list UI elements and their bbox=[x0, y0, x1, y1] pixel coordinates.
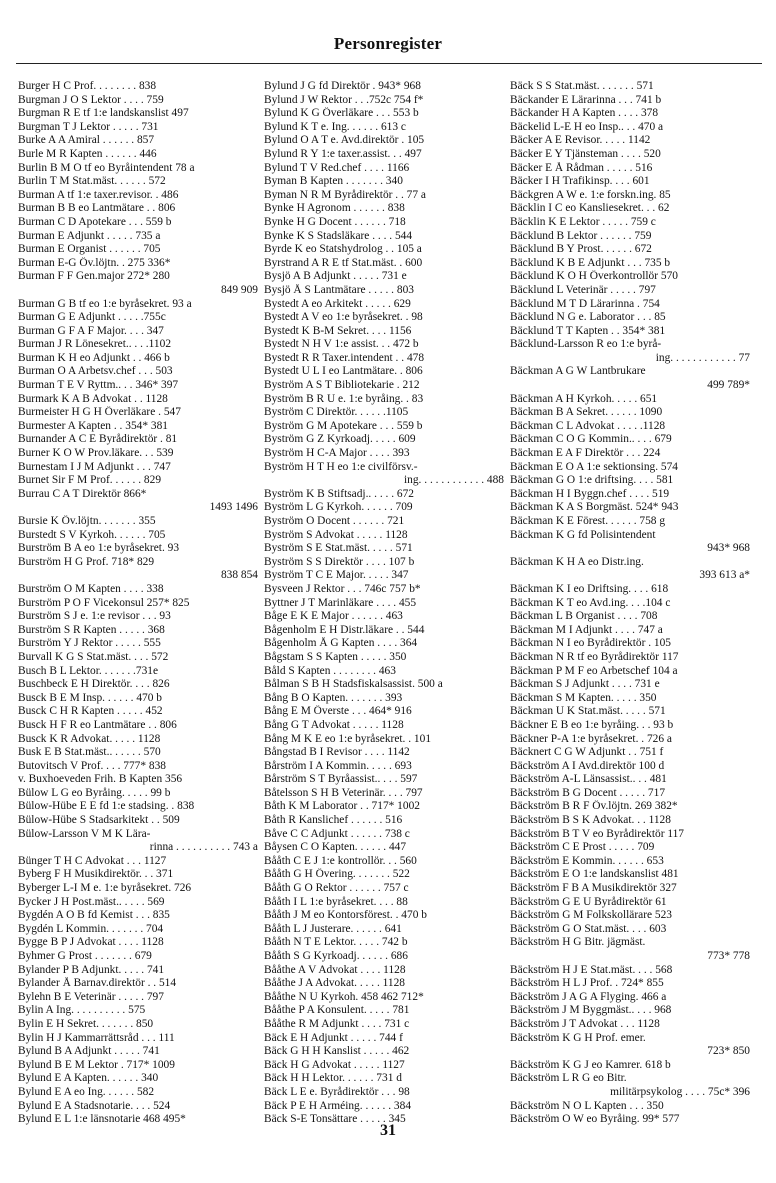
register-entry: Bäckman A H Kyrkoh. . . . . 651 bbox=[510, 392, 658, 405]
register-entry: Bäckström B T V eo Byrådirektör 117 bbox=[510, 827, 685, 840]
register-entry: Burner K O W Prov.läkare. . . 539 bbox=[18, 447, 174, 460]
register-entry: Bylund R Y 1:e taxer.assist. . . 497 bbox=[264, 147, 422, 160]
register-entry: Burvall K G S Stat.mäst. . . . 572 bbox=[18, 650, 169, 663]
register-entry: Bäckman P M F eo Arbetschef 104 a bbox=[510, 664, 678, 677]
register-entry: Bylund K T e. Ing. . . . . . 613 c bbox=[264, 120, 406, 133]
register-entry: Bäck P E H Arméing. . . . . . 384 bbox=[264, 1099, 412, 1112]
register-entry: Bäckman K G fd Polisintendent bbox=[510, 528, 656, 541]
register-entry: 838 854 bbox=[220, 569, 258, 582]
register-entry: Burman A tf 1:e taxer.revisor. . 486 bbox=[18, 188, 179, 201]
register-entry: Bäckström C E Prost . . . . . 709 bbox=[510, 841, 655, 854]
register-entry: Bäckström L R G eo Bitr. bbox=[510, 1072, 627, 1085]
register-entry: Bäckman K I eo Driftsing. . . . 618 bbox=[510, 582, 669, 595]
register-entry: Bäckström G O Stat.mäst. . . . 603 bbox=[510, 922, 667, 935]
register-entry: Bynke K S Stadsläkare . . . . 544 bbox=[264, 229, 413, 242]
register-entry: Bystedt A V eo 1:e byråsekret. . 98 bbox=[264, 311, 423, 324]
register-entry: Burström P O F Vicekonsul 257* 825 bbox=[18, 596, 190, 609]
register-entry: Bäcklin I C eo Kansliesekret. . . 62 bbox=[510, 202, 670, 215]
register-entry: Bäck S S Stat.mäst. . . . . . . 571 bbox=[510, 80, 654, 92]
register-entry: Bylund E A eo Ing. . . . . . 582 bbox=[18, 1085, 155, 1098]
register-entry: Burgman T J Lektor . . . . . 731 bbox=[18, 120, 159, 133]
register-entry: Byström B R U e. 1:e byråing. . 83 bbox=[264, 392, 424, 405]
register-entry: Burman J R Lönesekret.. . . .1102 bbox=[18, 338, 172, 351]
register-entry: Bäckman K E Förest. . . . . . 758 g bbox=[510, 515, 666, 527]
register-entry: Burström O M Kapten . . . . 338 bbox=[18, 582, 164, 595]
register-entry: 1493 1496 bbox=[209, 501, 258, 514]
register-entry: militärpsykolog . . . . 75c* 396 bbox=[610, 1085, 750, 1098]
register-entry: Burmark K A B Advokat . . 1128 bbox=[18, 392, 168, 405]
register-entry: Bülow-Hübe S Stadsarkitekt . . 509 bbox=[18, 814, 180, 827]
register-entry: Byström A S T Bibliotekarie . 212 bbox=[264, 379, 420, 392]
register-entry: Bycker J H Post.mäst.. . . . . 569 bbox=[18, 895, 165, 908]
register-entry: Bäckman G O 1:e driftsing. . . . 581 bbox=[510, 474, 674, 487]
register-entry: Bågenholm Å G Kapten . . . . 364 bbox=[264, 637, 418, 650]
register-entry: Byström G M Apotekare . . . 559 b bbox=[264, 419, 423, 432]
register-entry: Bylin E H Sekret. . . . . . . 850 bbox=[18, 1017, 154, 1030]
register-entry: Bäckman S M Kapten. . . . . 350 bbox=[510, 691, 657, 704]
register-entry: Bäcklin K E Lektor . . . . . 759 c bbox=[510, 215, 656, 228]
register-entry: Bäcklund B Lektor . . . . . . 759 bbox=[510, 229, 652, 242]
register-entry: Bäckström B S K Advokat. . . 1128 bbox=[510, 814, 671, 827]
register-entry: Burmeister H G H Överläkare . 547 bbox=[18, 406, 181, 419]
register-entry: Byström G Z Kyrkoadj. . . . . 609 bbox=[264, 433, 416, 446]
register-entry: Bäck E H Adjunkt . . . . . 744 f bbox=[264, 1031, 403, 1044]
register-entry: Burger H C Prof. . . . . . . . 838 bbox=[18, 80, 157, 92]
register-entry: Byman B Kapten . . . . . . . 340 bbox=[264, 175, 403, 188]
register-entry: Bäckander E Lärarinna . . . 741 b bbox=[510, 93, 662, 106]
register-entry: Bülow-Hübe E E fd 1:e stadsing. . 838 bbox=[18, 800, 195, 813]
register-entry: Bäcklund T T Kapten . . 354* 381 bbox=[510, 324, 666, 337]
register-entry: Byström T C E Major. . . . . 347 bbox=[264, 569, 409, 582]
register-entry: Bååth C E J 1:e kontrollör. . . 560 bbox=[264, 854, 417, 867]
register-entry: Bystedt R R Taxer.intendent . . 478 bbox=[264, 351, 425, 364]
register-entry: Bäckström B G Docent . . . . . 717 bbox=[510, 786, 666, 799]
register-entry: Bäckman U K Stat.mäst. . . . . 571 bbox=[510, 705, 666, 718]
register-entry: Bäckström G M Folkskollärare 523 bbox=[510, 909, 672, 922]
register-entry: Buschbeck E H Direktör. . . . 826 bbox=[18, 678, 170, 691]
register-entry: Bååthe A V Advokat . . . . 1128 bbox=[264, 963, 406, 976]
register-entry: Bålman S B H Stadsfiskalsassist. 500 a bbox=[264, 678, 443, 691]
register-entry: Byström S S Direktör . . . . 107 b bbox=[264, 555, 415, 568]
register-entry: Bylin H J Kammarrättsråd . . . 111 bbox=[18, 1031, 175, 1044]
register-entry: Byström S E Stat.mäst. . . . . 571 bbox=[264, 542, 413, 555]
register-entry: Bååthe P A Konsulent. . . . . 781 bbox=[264, 1004, 410, 1017]
register-entry: Bäckman C L Advokat . . . . .1128 bbox=[510, 419, 666, 432]
register-entry: Byström O Docent . . . . . . 721 bbox=[264, 515, 405, 527]
register-entry: Bäckström K G H Prof. emer. bbox=[510, 1031, 646, 1044]
register-entry: Bäck L E e. Byrådirektör . . . 98 bbox=[264, 1085, 410, 1098]
register-entry: Bylund T V Red.chef . . . . 1166 bbox=[264, 161, 410, 174]
register-entry: Båysen C O Kapten. . . . . . 447 bbox=[264, 841, 407, 854]
register-entry: Båld S Kapten . . . . . . . . 463 bbox=[264, 664, 396, 677]
register-entry: Bäckström H G Bitr. jägmäst. bbox=[510, 936, 646, 949]
register-entry: Byrstrand A R E tf Stat.mäst. . 600 bbox=[264, 256, 423, 269]
register-entry: Bäckman K T eo Avd.ing. . . .104 c bbox=[510, 596, 671, 609]
register-entry: Bäcklund L Veterinär . . . . . 797 bbox=[510, 283, 656, 296]
register-entry: Bylander Å Barnav.direktör . . 514 bbox=[18, 977, 177, 990]
register-entry: Bygdén L Kommin. . . . . . . 704 bbox=[18, 922, 164, 935]
register-entry: Burstedt S V Kyrkoh. . . . . . 705 bbox=[18, 528, 166, 541]
register-entry: Bursie K Öv.löjtn. . . . . . . 355 bbox=[18, 515, 156, 527]
register-entry: Bäckström N O L Kapten . . . 350 bbox=[510, 1099, 664, 1112]
register-entry: 773* 778 bbox=[707, 950, 750, 962]
register-entry: Bäckström E Kommin. . . . . . 653 bbox=[510, 854, 664, 867]
register-entry: Busck B E M Insp. . . . . . 470 b bbox=[18, 691, 162, 704]
register-entry: Bäckman C O G Kommin.. . . . 679 bbox=[510, 433, 672, 446]
register-entry: Byberger L-I M e. 1:e byråsekret. 726 bbox=[18, 882, 192, 895]
register-entry: Bäckström H J E Stat.mäst. . . . 568 bbox=[510, 963, 673, 976]
register-entry: 849 909 bbox=[220, 283, 258, 296]
register-entry: Bäckman M I Adjunkt . . . . 747 a bbox=[510, 623, 663, 636]
register-entry: Byström K B Stiftsadj.. . . . . 672 bbox=[264, 487, 414, 500]
register-entry: Bäckström J T Advokat . . . 1128 bbox=[510, 1017, 660, 1030]
register-entry: Bååthe R M Adjunkt . . . . 731 c bbox=[264, 1017, 410, 1030]
register-entry: Burgman J O S Lektor . . . . 759 bbox=[18, 93, 164, 106]
register-entry: Bystedt K B-M Sekret. . . . 1156 bbox=[264, 324, 412, 337]
register-entry: Bäckman A G W Lantbrukare bbox=[510, 365, 646, 378]
register-entry: Byttner J T Marinläkare . . . . 455 bbox=[264, 596, 417, 609]
register-entry: Bäckström E O 1:e landskanslist 481 bbox=[510, 868, 679, 881]
register-entry: Bååth G H Övering. . . . . . . 522 bbox=[264, 868, 410, 881]
register-entry: v. Buxhoeveden Frih. B Kapten 356 bbox=[18, 773, 183, 786]
register-entry: Burman F F Gen.major 272* 280 bbox=[18, 270, 170, 283]
register-entry: Bäckelid L-E H eo Insp.. . . 470 a bbox=[510, 120, 664, 133]
register-entry: Bäcklund K O H Överkontrollör 570 bbox=[510, 270, 678, 283]
register-entry: Burström H G Prof. 718* 829 bbox=[18, 555, 155, 568]
register-entry: Bylund J G fd Direktör . 943* 968 bbox=[264, 80, 421, 92]
register-column-3 bbox=[510, 80, 754, 1127]
register-entry: Bäcknert C G W Adjunkt . . 751 f bbox=[510, 746, 664, 759]
register-column-2 bbox=[264, 80, 508, 1127]
register-entry: Båth R Kanslichef . . . . . . 516 bbox=[264, 814, 403, 827]
register-entry: Bülow-Larsson V M K Lära- bbox=[18, 827, 151, 840]
register-entry: Bäcker E Å Rådman . . . . . 516 bbox=[510, 161, 653, 174]
register-entry: Bååth I L 1:e byråsekret. . . . 88 bbox=[264, 895, 408, 908]
register-entry: Burman K H eo Adjunkt . . 466 b bbox=[18, 351, 170, 364]
register-entry: Busck C H R Kapten . . . . . 452 bbox=[18, 705, 163, 718]
register-entry: Bäckström O W eo Byråing. 99* 577 bbox=[510, 1113, 680, 1126]
register-entry: Burnander A C E Byrådirektör . 81 bbox=[18, 433, 178, 446]
register-entry: Bååth L J Justerare. . . . . . 641 bbox=[264, 922, 402, 935]
register-entry: Bäcklund M T D Lärarinna . 754 bbox=[510, 297, 660, 310]
register-entry: Bylund B E M Lektor . 717* 1009 bbox=[18, 1058, 175, 1071]
register-entry: Burström S R Kapten . . . . . 368 bbox=[18, 623, 165, 636]
register-entry: Burlin B M O tf eo Byråintendent 78 a bbox=[18, 161, 195, 174]
register-entry: Byhmer G Prost . . . . . . . 679 bbox=[18, 950, 152, 962]
register-entry: Burgman R E tf 1:e landskanslist 497 bbox=[18, 107, 189, 120]
register-entry: Burström S J e. 1:e revisor . . . 93 bbox=[18, 610, 171, 623]
register-entry: Bylund E L 1:e länsnotarie 468 495* bbox=[18, 1113, 186, 1126]
register-entry: Byström H C-A Major . . . . 393 bbox=[264, 447, 410, 460]
register-entry: Bysjö A B Adjunkt . . . . . 731 e bbox=[264, 270, 407, 283]
register-entry: Bång G T Advokat . . . . . 1128 bbox=[264, 718, 404, 731]
register-entry: Byström C Direktör. . . . . .1105 bbox=[264, 406, 409, 419]
register-entry: Byström L G Kyrkoh. . . . . . 709 bbox=[264, 501, 413, 514]
register-entry: Bäck G H H Kanslist . . . . . 462 bbox=[264, 1045, 410, 1058]
register-entry: Busck H F R eo Lantmätare . . 806 bbox=[18, 718, 177, 731]
register-entry: Bååth J M eo Kontorsförest. . 470 b bbox=[264, 909, 427, 922]
register-entry: Bäck H G Advokat . . . . . 1127 bbox=[264, 1058, 405, 1071]
register-entry: Båve C C Adjunkt . . . . . . 738 c bbox=[264, 827, 410, 840]
register-entry: Bååth S G Kyrkoadj. . . . . . 686 bbox=[264, 950, 408, 962]
register-entry: Bäckman N I eo Byrådirektör . 105 bbox=[510, 637, 672, 650]
register-entry: Bülow L G eo Byråing. . . . . 99 b bbox=[18, 786, 171, 799]
register-entry: Byström H T H eo 1:e civilförsv.- bbox=[264, 460, 418, 473]
register-entry: Bäcklund N G e. Laborator . . . 85 bbox=[510, 311, 666, 324]
register-entry: Bäck S-E Tonsättare . . . . . 345 bbox=[264, 1113, 406, 1126]
register-entry: Bäcker I H Trafikinsp. . . . 601 bbox=[510, 175, 650, 188]
register-entry: Busck K R Advokat. . . . . 1128 bbox=[18, 732, 161, 745]
register-entry: Bäckström A-L Länsassist.. . . 481 bbox=[510, 773, 667, 786]
register-entry: Burman E Adjunkt . . . . . 735 a bbox=[18, 229, 161, 242]
register-entry: Bäcker A E Revisor. . . . . 1142 bbox=[510, 134, 651, 147]
register-entry: 393 613 a* bbox=[699, 569, 750, 582]
register-entry: Bysveen J Rektor . . . 746c 757 b* bbox=[264, 582, 421, 595]
register-entry: Bylund J W Rektor . . .752c 754 f* bbox=[264, 93, 424, 106]
register-entry: Bäckander H A Kapten . . . . 378 bbox=[510, 107, 659, 120]
register-column-1 bbox=[18, 80, 262, 1127]
register-entry: Burnet Sir F M Prof. . . . . . 829 bbox=[18, 474, 162, 487]
register-entry: Bäckström B R F Öv.löjtn. 269 382* bbox=[510, 800, 678, 813]
register-entry: 723* 850 bbox=[707, 1045, 750, 1058]
register-entry: Bünger T H C Advokat . . . 1127 bbox=[18, 854, 167, 867]
register-entry: Busch B L Lektor. . . . . . .731e bbox=[18, 664, 159, 677]
register-entry: Busk E B Stat.mäst.. . . . . . 570 bbox=[18, 746, 161, 759]
register-entry: Bäckman N R tf eo Byrådirektör 117 bbox=[510, 650, 679, 663]
register-entry: Burke A A Amiral . . . . . . 857 bbox=[18, 134, 155, 147]
register-entry: Burlin T M Stat.mäst. . . . . . 572 bbox=[18, 175, 166, 188]
register-entry: Byman N R M Byrådirektör . . 77 a bbox=[264, 188, 426, 201]
register-entry: Bylund K G Överläkare . . . 553 b bbox=[264, 107, 419, 120]
register-entry: Båth K M Laborator . . 717* 1002 bbox=[264, 800, 420, 813]
register-entry: Bäcklund K B E Adjunkt . . . 735 b bbox=[510, 256, 671, 269]
page-title: Personregister bbox=[333, 34, 443, 53]
register-entry: Bäckman K H A eo Distr.ing. bbox=[510, 555, 644, 568]
register-entry: Burmester A Kapten . . 354* 381 bbox=[18, 419, 168, 432]
register-entry: Bysjö Å S Lantmätare . . . . . 803 bbox=[264, 283, 414, 296]
register-entry: Bårström I A Kommin. . . . . 693 bbox=[264, 759, 412, 772]
register-entry: Bååth N T E Lektor. . . . . 742 b bbox=[264, 936, 408, 949]
register-entry: Bäckström H L J Prof. . 724* 855 bbox=[510, 977, 664, 990]
register-entry: Bynke H G Docent . . . . . . 718 bbox=[264, 215, 406, 228]
register-entry: Bång E M Överste . . . 464* 916 bbox=[264, 705, 412, 718]
register-entry: Bäckström G E U Byrådirektör 61 bbox=[510, 895, 667, 908]
register-entry: Bååthe N U Kyrkoh. 458 462 712* bbox=[264, 990, 424, 1003]
register-entry: 943* 968 bbox=[707, 542, 750, 555]
register-entry: Bystedt A eo Arkitekt . . . . . 629 bbox=[264, 297, 411, 310]
register-entry: Bååth G O Rektor . . . . . . 757 c bbox=[264, 882, 409, 895]
register-entry: Bäckman E A F Direktör . . . 224 bbox=[510, 447, 661, 460]
register-entry: Bylund E A Stadsnotarie. . . . 524 bbox=[18, 1099, 171, 1112]
register-entry: Burman B B eo Lantmätare . . 806 bbox=[18, 202, 176, 215]
register-entry: Bäckner P-A 1:e byråsekret. . 726 a bbox=[510, 732, 672, 745]
header-rule bbox=[16, 63, 762, 64]
register-entry: Bylin A Ing. . . . . . . . . . 575 bbox=[18, 1004, 146, 1017]
register-entry: Bäckman L B Organist . . . . 708 bbox=[510, 610, 658, 623]
register-entry: Båge E K E Major . . . . . . 463 bbox=[264, 610, 403, 623]
register-entry: Burman E-G Öv.löjtn. . 275 336* bbox=[18, 256, 171, 269]
register-entry: Bygdén A O B fd Kemist . . . 835 bbox=[18, 909, 170, 922]
register-entry: ing. . . . . . . . . . . . 488 bbox=[404, 474, 504, 487]
register-entry: Burrau C A T Direktör 866* bbox=[18, 487, 147, 500]
register-entry: Bååthe J A Advokat. . . . . 1128 bbox=[264, 977, 406, 990]
register-entry: Burle M R Kapten . . . . . . 446 bbox=[18, 147, 157, 160]
register-entry: Burman T E V Ryttm.. . . 346* 397 bbox=[18, 379, 179, 392]
register-entry: Bäckner E B eo 1:e byråing. . . 93 b bbox=[510, 718, 674, 731]
register-entry: 499 789* bbox=[707, 379, 750, 392]
register-entry: Burman C D Apotekare . . . 559 b bbox=[18, 215, 172, 228]
register-entry: Burman G B tf eo 1:e byråsekret. 93 a bbox=[18, 297, 192, 310]
register-entry: Burman O A Arbetsv.chef . . . 503 bbox=[18, 365, 173, 378]
register-entry: Bäcker E Y Tjänsteman . . . . 520 bbox=[510, 147, 661, 160]
register-entry: Bäckström A I Avd.direktör 100 d bbox=[510, 759, 665, 772]
register-entry: Bäckström K G J eo Kamrer. 618 b bbox=[510, 1058, 671, 1071]
register-entry: Bäckman H I Byggn.chef . . . . 519 bbox=[510, 487, 670, 500]
register-entry: Bäck H H Lektor. . . . . . 731 d bbox=[264, 1072, 402, 1085]
register-entry: Burnestam I J M Adjunkt . . . 747 bbox=[18, 460, 171, 473]
register-entry: Byrde K eo Statshydrolog . . 105 a bbox=[264, 243, 422, 256]
register-entry: Bygge B P J Advokat . . . . 1128 bbox=[18, 936, 164, 949]
register-entry: Bäcklund B Y Prost. . . . . . 672 bbox=[510, 243, 652, 256]
register-entry: Bäckman S J Adjunkt . . . . 731 e bbox=[510, 678, 660, 691]
register-entry: Bylund B A Adjunkt . . . . . 741 bbox=[18, 1045, 160, 1058]
register-entry: Bynke H Agronom . . . . . . 838 bbox=[264, 202, 405, 215]
register-entry: Bäckman E O A 1:e sektionsing. 574 bbox=[510, 460, 678, 473]
register-entry: Burman E Organist . . . . . . 705 bbox=[18, 243, 161, 256]
register-entry: Bylund E A Kapten. . . . . . 340 bbox=[18, 1072, 159, 1085]
register-entry: Bäcklund-Larsson R eo 1:e byrå- bbox=[510, 338, 662, 351]
register-entry: Bångstad B I Revisor . . . . 1142 bbox=[264, 746, 410, 759]
register-entry: Burman G F A F Major. . . . 347 bbox=[18, 324, 164, 337]
register-entry: Bäckström F B A Musikdirektör 327 bbox=[510, 882, 677, 895]
register-entry: Bäckman B A Sekret. . . . . . 1090 bbox=[510, 406, 663, 419]
register-entry: Byström S Advokat . . . . . 1128 bbox=[264, 528, 408, 541]
page-number: 31 bbox=[380, 1122, 396, 1139]
register-entry: Bäckström J M Byggmäst.. . . . 968 bbox=[510, 1004, 672, 1017]
register-entry: Butovitsch V Prof. . . . 777* 838 bbox=[18, 759, 166, 772]
register-entry: Bäckgren A W e. 1:e forskn.ing. 85 bbox=[510, 188, 671, 201]
register-entry: Bårström S T Byråassist.. . . . 597 bbox=[264, 773, 418, 786]
register-entry: Bågenholm E H Distr.läkare . . 544 bbox=[264, 623, 425, 636]
register-entry: Bylehn B E Veterinär . . . . . 797 bbox=[18, 990, 164, 1003]
register-entry: Bång B O Kapten. . . . . . . 393 bbox=[264, 691, 403, 704]
register-entry: rinna . . . . . . . . . . 743 a bbox=[149, 841, 258, 854]
register-entry: Burström B A eo 1:e byråsekret. 93 bbox=[18, 542, 180, 555]
register-entry: Båtelsson S H B Veterinär. . . . 797 bbox=[264, 786, 423, 799]
register-entry: Bäckström J A G A Flyging. 466 a bbox=[510, 990, 667, 1003]
register-entry: Burman G E Adjunkt . . . . .755c bbox=[18, 311, 166, 324]
register-entry: Byberg F H Musikdirektör. . . 371 bbox=[18, 868, 174, 881]
register-entry: Bylander P B Adjunkt. . . . . 741 bbox=[18, 963, 165, 976]
register-entry: Bågstam S S Kapten . . . . . 350 bbox=[264, 650, 407, 663]
register-entry: Bystedt U L I eo Lantmätare. . 806 bbox=[264, 365, 423, 378]
register-entry: Bång M K E eo 1:e byråsekret. . 101 bbox=[264, 732, 432, 745]
register-entry: ing. . . . . . . . . . . . 77 bbox=[655, 351, 750, 364]
register-entry: Bylund O A T e. Avd.direktör . 105 bbox=[264, 134, 425, 147]
register-entry: Burström Y J Rektor . . . . . 555 bbox=[18, 637, 161, 650]
register-entry: Bäckman K A S Borgmäst. 524* 943 bbox=[510, 501, 679, 514]
register-entry: Bystedt N H V 1:e assist. . . 472 b bbox=[264, 338, 419, 351]
